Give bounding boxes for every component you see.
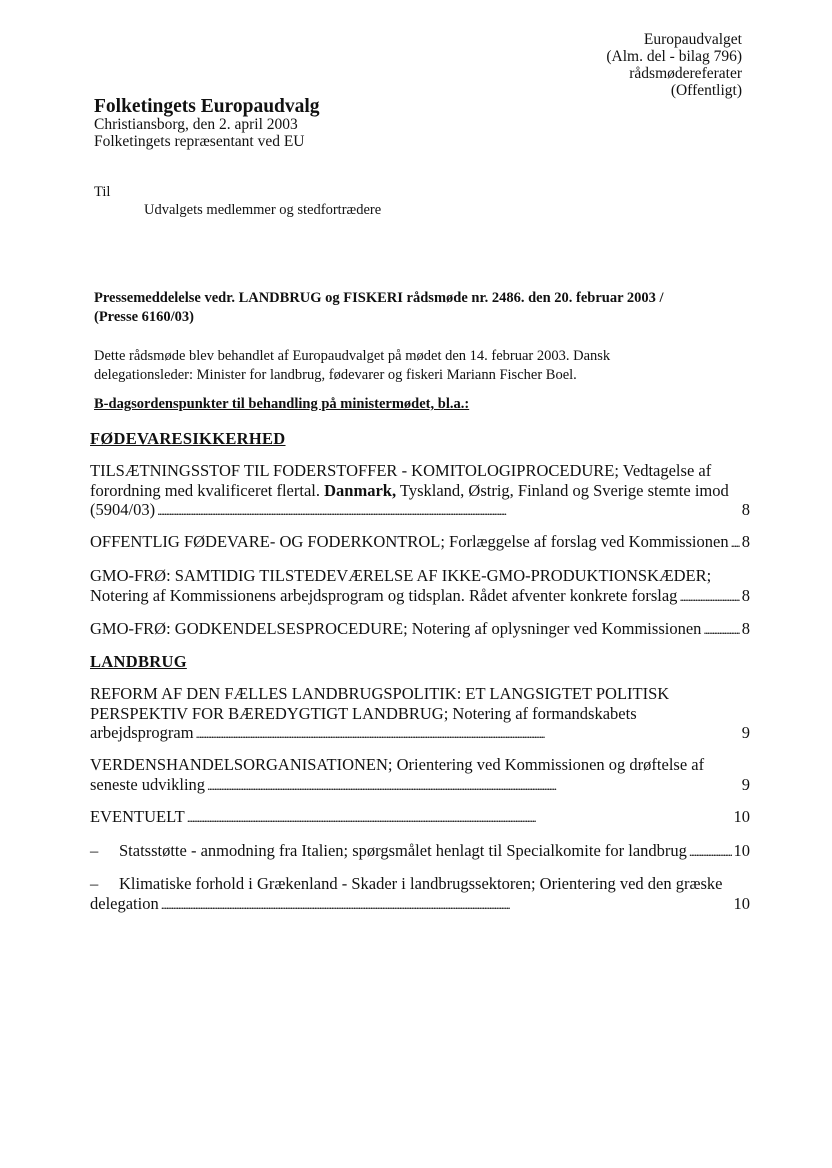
toc-page-number: 8 [741, 619, 750, 638]
committee-ref-line: rådsmødereferater [629, 65, 742, 82]
toc-entry-text: GMO-FRØ: GODKENDELSESPROCEDURE; Notering af oplysninger ved Kommissionen [90, 619, 702, 638]
toc-entry-coexistence[interactable] [90, 566, 750, 606]
agenda-heading: B-dagsordenspunkter til behandling på ministermødet, bl.a.: [94, 396, 470, 412]
toc-entry-text: REFORM AF DEN FÆLLES LANDBRUGSPOLITIK: ET LANGSIGTET POLITISK [90, 684, 670, 703]
toc-entry-text: Notering af Kommissionens arbejdsprogram og tidsplan. Rådet afventer konkrete forslag [90, 585, 678, 605]
toc-entry-misc[interactable] [90, 807, 750, 828]
toc-entry-text: PERSPEKTIV FOR BÆREDYGTIGT LANDBRUG; Notering af formandskabets [90, 703, 637, 723]
toc-entry-text: Statsstøtte - anmodning fra Italien; spørgsmålet henlagt til Specialkomite for landbrug [119, 841, 687, 860]
toc-entry-text: GMO-FRØ: SAMTIDIG TILSTEDEVÆRELSE AF IKKE-GMO-PRODUKTIONSKÆDER; [90, 566, 712, 585]
toc-entry-text: Klimatiske forhold i Grækenland - Skader i landbrugssektoren; Orientering ved den græske [119, 874, 723, 893]
toc-page-number: 9 [741, 723, 750, 742]
toc-entry-text-bold: Danmark, [324, 480, 397, 500]
intro-line: delegationsleder: Minister for landbrug, fødevarer og fiskeri Mariann Fischer Boel. [94, 367, 577, 383]
toc-entry-approval[interactable] [90, 619, 750, 640]
dot-leader [157, 500, 740, 521]
toc-entry-text: VERDENSHANDELSORGANISATIONEN; Orientering ved Kommissionen og drøftelse af [90, 755, 705, 774]
toc-entry-climate[interactable] [90, 874, 750, 914]
recipient-label: Til [94, 184, 111, 200]
dot-leader [187, 807, 732, 828]
toc-entry-text: delegation [90, 893, 159, 913]
committee-ref-line: (Alm. del - bilag 796) [606, 48, 742, 65]
toc-page-number: 10 [733, 807, 750, 826]
committee-ref-line: (Offentligt) [670, 82, 742, 99]
toc-entry-text [90, 841, 687, 861]
dot-leader [161, 894, 732, 915]
toc-entry-text: forordning med kvalificeret flertal. [90, 480, 325, 500]
toc-entry-state-aid[interactable] [90, 841, 750, 862]
list-dash: – [90, 874, 99, 893]
section-heading-food-safety: FØDEVARESIKKERHED [90, 429, 286, 448]
toc-entry-reform[interactable] [90, 684, 750, 744]
subject-line: (Presse 6160/03) [94, 309, 194, 325]
recipient-name: Udvalgets medlemmer og stedfortrædere [144, 202, 382, 218]
toc-page-number: 10 [733, 841, 750, 860]
toc-page-number: 8 [741, 500, 750, 519]
toc-entry-text: Tyskland, Østrig, Finland og Sverige stemte imod [396, 480, 729, 500]
place-date: Christiansborg, den 2. april 2003 [94, 116, 298, 133]
org-title: Folketingets Europaudvalg [94, 96, 320, 117]
dot-leader [731, 532, 740, 553]
toc-entry-text: arbejdsprogram [90, 723, 194, 742]
intro-line: Dette rådsmøde blev behandlet af Europaudvalget på mødet den 14. februar 2003. Dansk [94, 348, 611, 364]
toc-entry-control[interactable] [90, 532, 750, 553]
section-heading-agriculture: LANDBRUG [90, 652, 187, 671]
toc-entry-text: seneste udvikling [90, 774, 206, 794]
subject [94, 289, 734, 327]
toc-entry-text: EVENTUELT [90, 807, 185, 826]
dot-leader [703, 619, 739, 640]
toc-entry-text [90, 874, 750, 894]
toc-page-number: 9 [741, 774, 750, 794]
dot-leader [679, 586, 739, 607]
committee-reference [606, 31, 742, 99]
toc-page-number: 8 [741, 532, 750, 551]
sender: Folketingets repræsentant ved EU [94, 133, 305, 150]
toc-entry-text [90, 481, 750, 501]
toc-page-number: 10 [733, 893, 750, 913]
subject-line: Pressemeddelelse vedr. LANDBRUG og FISKERI rådsmøde nr. 2486. den 20. februar 2003 / [94, 290, 664, 306]
toc-entry-additives[interactable] [90, 461, 750, 521]
toc-entry-text: OFFENTLIG FØDEVARE- OG FODERKONTROL; Forlæggelse af forslag ved Kommissionen [90, 532, 729, 551]
toc-entry-wto[interactable] [90, 755, 750, 795]
dot-leader [207, 775, 740, 796]
toc-page-number: 8 [741, 585, 750, 605]
intro-paragraph [94, 347, 734, 385]
dot-leader [689, 841, 732, 862]
toc-entry-text: (5904/03) [90, 500, 156, 519]
list-dash: – [90, 841, 99, 860]
committee-ref-line: Europaudvalget [643, 31, 742, 48]
toc-entry-text: TILSÆTNINGSSTOF TIL FODERSTOFFER - KOMITOLOGIPROCEDURE; Vedtagelse af [90, 461, 712, 480]
dot-leader [196, 723, 740, 744]
org-subheader [94, 116, 305, 150]
